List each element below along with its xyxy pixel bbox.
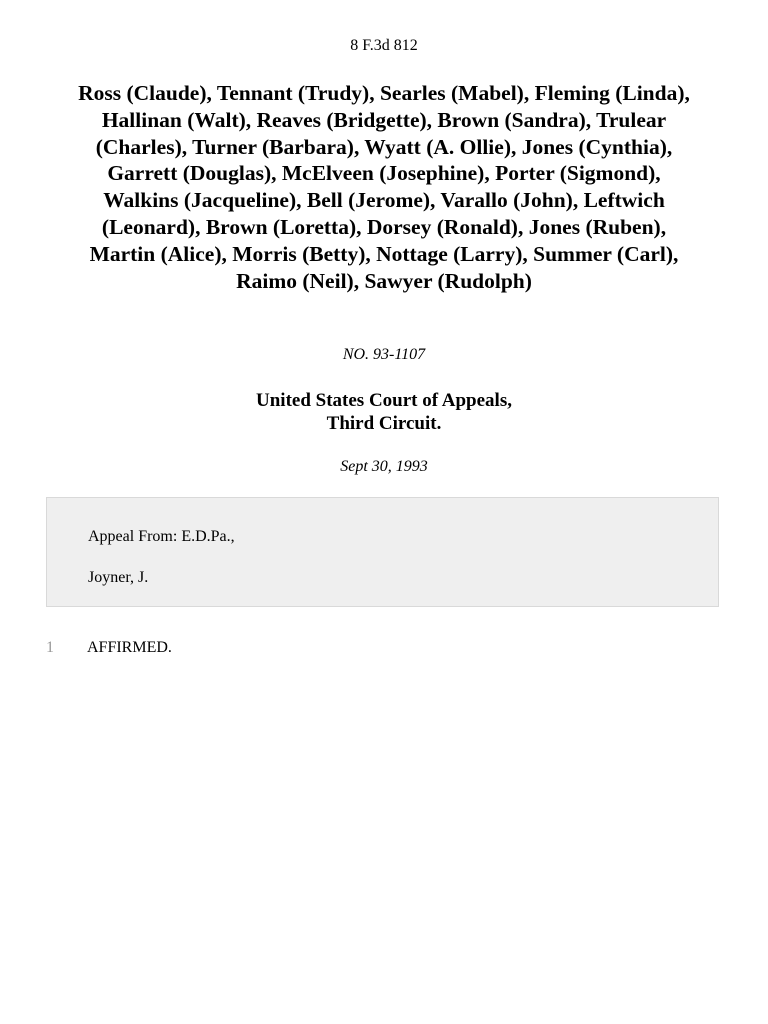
docket-number: NO. 93-1107 [342,346,426,363]
case-title: Ross (Claude), Tennant (Trudy), Searles (Mabel), Fleming (Linda), Hallinan (Walt), Reaves (Bridgette), Brown (Sandra), Trulear (Charles), Turner (Barbara), Wyatt (A. Ollie), Jones (Cynthia), Garrett (Douglas), McElveen (Josephine), Porter (Sigmond), Walkins (Jacqueline), Bell (Jerome), Varallo (John), Leftwich (Leonard), Brown (Loretta), Dorsey (Ronald), Jones (Ruben), Martin (Alice), Morris (Betty), Nottage (Larry), Summer (Carl), Raimo (Neil), Sawyer (Rudolph) [78,81,690,293]
court-name [0,389,768,435]
paragraph-number: 1 [46,639,54,656]
judge-name: Joyner, J. [88,569,149,586]
citation: 8 F.3d 812 [350,37,418,54]
court-name-line-2: Third Circuit. [326,413,442,434]
decision-date: Sept 30, 1993 [340,458,428,475]
appeal-info-panel [46,497,719,607]
paragraph-text: AFFIRMED. [87,639,172,656]
court-name-line-1: United States Court of Appeals, [256,390,512,411]
appeal-from: Appeal From: E.D.Pa., [88,528,235,545]
